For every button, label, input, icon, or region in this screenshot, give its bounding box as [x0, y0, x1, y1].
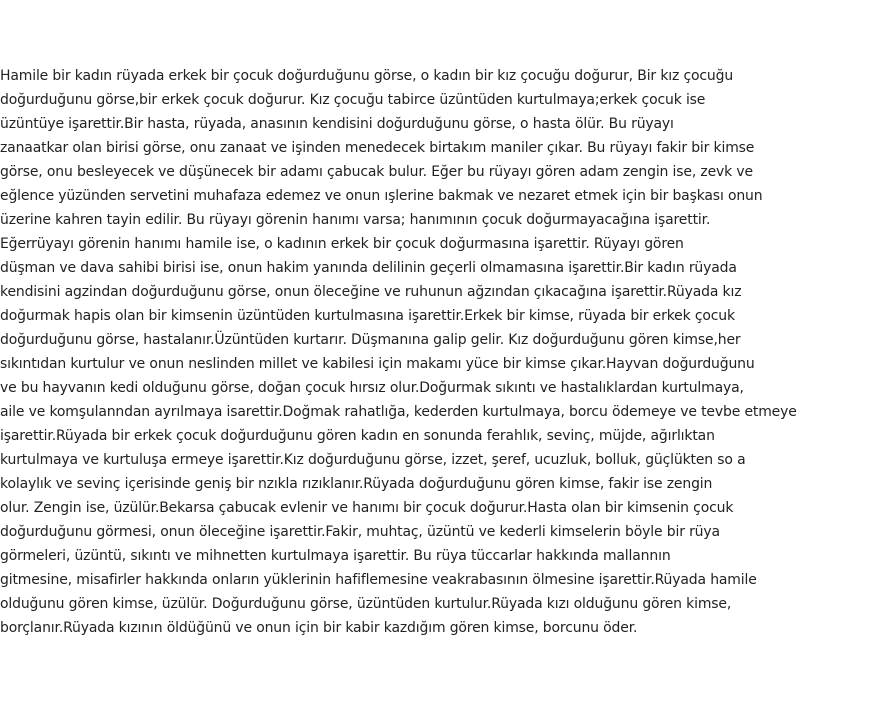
- text-line: borçlanır.Rüyada kızının öldüğünü ve onun için bir kabir kazdığım gören kimse, borcunu öder.: [0, 620, 638, 636]
- text-line: olur. Zengin ise, üzülür.Bekarsa çabucak evlenir ve hanımı bir çocuk doğurur.Hasta olan bir kimsenin çocuk: [0, 500, 734, 516]
- text-line: gitmesine, misafirler hakkında onların yüklerinin hafiflemesine veakrabasının ölmesine işarettir.Rüyada hamile: [0, 572, 757, 588]
- document-text: [0, 64, 880, 640]
- text-line: doğurduğunu görse,bir erkek çocuk doğurur. Kız çocuğu tabirce üzüntüden kurtulmaya;erkek çocuk ise: [0, 92, 706, 108]
- text-line: kolaylık ve sevinç içerisinde geniş bir nzıkla rızıklanır.Rüyada doğurduğunu gören kimse, fakir ise zengin: [0, 476, 713, 492]
- text-line: kurtulmaya ve kurtuluşa ermeye işarettir.Kız doğurduğunu görse, izzet, şeref, ucuzluk, bolluk, güçlükten so a: [0, 452, 746, 468]
- text-line: sıkıntıdan kurtulur ve onun neslinden millet ve kabilesi için makamı yüce bir kimse çıkar.Hayvan doğurduğunu: [0, 356, 755, 372]
- text-line: ve bu hayvanın kedi olduğunu görse, doğan çocuk hırsız olur.Doğurmak sıkıntı ve hastalıklardan kurtulmaya,: [0, 380, 744, 396]
- text-line: düşman ve dava sahibi birisi ise, onun hakim yanında delilinin geçerli olmamasına işarettir.Bir kadın rüyada: [0, 260, 737, 276]
- text-line: Hamile bir kadın rüyada erkek bir çocuk doğurduğunu görse, o kadın bir kız çocuğu doğurur, Bir kız çocuğu: [0, 68, 734, 84]
- text-line: olduğunu gören kimse, üzülür. Doğurduğunu görse, üzüntüden kurtulur.Rüyada kızı olduğunu gören kimse,: [0, 596, 732, 612]
- text-line: Eğerrüyayı görenin hanımı hamile ise, o kadının erkek bir çocuk doğurmasına işarettir. Rüyayı gören: [0, 236, 684, 252]
- text-line: doğurmak hapis olan bir kimsenin üzüntüden kurtulmasına işarettir.Erkek bir kimse, rüyada bir erkek çocuk: [0, 308, 735, 324]
- text-line: üzerine kahren tayin edilir. Bu rüyayı görenin hanımı varsa; hanımının çocuk doğurmayacağına işarettir.: [0, 212, 711, 228]
- text-line: doğurduğunu görmesi, onun öleceğine işarettir.Fakir, muhtaç, üzüntü ve kederli kimselerin böyle bir rüya: [0, 524, 720, 540]
- text-line: zanaatkar olan birisi görse, onu zanaat ve işinden menedecek birtakım maniler çıkar. Bu rüyayı fakir bir kimse: [0, 140, 755, 156]
- text-line: işarettir.Rüyada bir erkek çocuk doğurduğunu gören kadın en sonunda ferahlık, sevinç, müjde, ağırlıktan: [0, 428, 715, 444]
- text-line: kendisini agzindan doğurduğunu görse, onun öleceğine ve ruhunun ağzından çıkacağına işarettir.Rüyada kız: [0, 284, 742, 300]
- text-line: görse, onu besleyecek ve düşünecek bir adamı çabucak bulur. Eğer bu rüyayı gören adam zengin ise, zevk ve: [0, 164, 753, 180]
- text-line: görmeleri, üzüntü, sıkıntı ve mihnetten kurtulmaya işarettir. Bu rüya tüccarlar hakkında mallannın: [0, 548, 671, 564]
- text-line: üzüntüye işarettir.Bir hasta, rüyada, anasının kendisini doğurduğunu görse, o hasta ölür. Bu rüyayı: [0, 116, 674, 132]
- text-line: doğurduğunu görse, hastalanır.Üzüntüden kurtarır. Düşmanına galip gelir. Kız doğurduğunu gören kimse,her: [0, 332, 741, 348]
- text-line: aile ve komşulanndan ayrılmaya isarettir.Doğmak rahatlığa, kederden kurtulmaya, borcu ödemeye ve tevbe etmeye: [0, 404, 797, 420]
- text-line: eğlence yüzünden servetini muhafaza edemez ve onun ışlerine bakmak ve nezaret etmek için bir başkası onun: [0, 188, 763, 204]
